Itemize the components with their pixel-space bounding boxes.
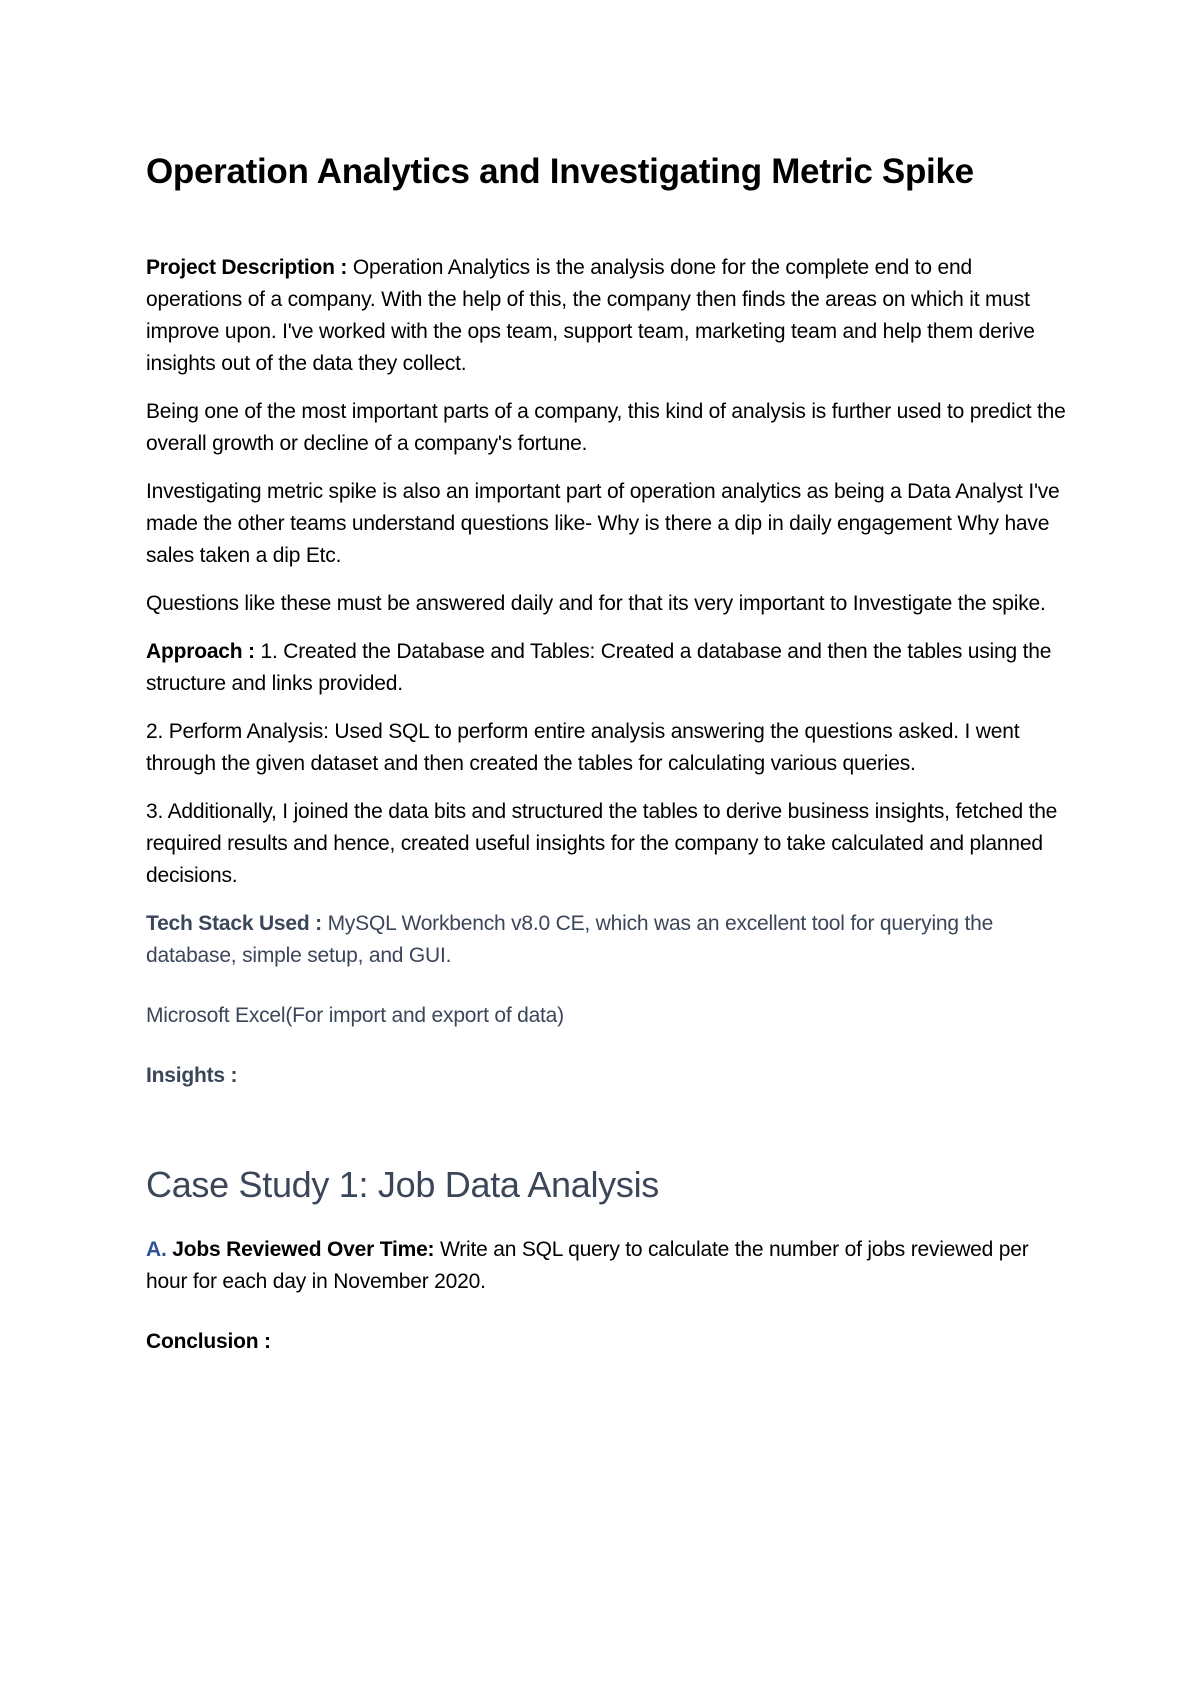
document-page [146,150,1066,1374]
case-study-item-prefix: A. [146,1238,173,1261]
approach-label: Approach : [146,640,261,663]
case-study-item-label: Jobs Reviewed Over Time: [172,1238,435,1261]
growth-paragraph: Being one of the most important parts of a company, this kind of analysis is further used to predict the overall growth or decline of a company's fortune. [146,400,1066,455]
project-description-label: Project Description : [146,256,353,279]
case-study-heading: Case Study 1: Job Data Analysis [146,1164,659,1205]
metric-spike-paragraph: Investigating metric spike is also an important part of operation analytics as being a Data Analyst I've made the other teams understand questions like- Why is there a dip in daily engagement Why have sales taken a dip Etc. [146,480,1060,567]
document-title: Operation Analytics and Investigating Metric Spike [146,152,974,191]
questions-paragraph: Questions like these must be answered daily and for that its very important to Investigate the spike. [146,592,1046,615]
tech-stack-paragraph [146,908,1066,972]
case-study-item-text: Write an SQL query to calculate the number of jobs reviewed per hour for each day in November 2020. [146,1238,1029,1293]
conclusion-label: Conclusion : [146,1330,271,1353]
case-study-item-a [146,1234,1066,1298]
approach-paragraph [146,636,1066,700]
excel-paragraph: Microsoft Excel(For import and export of data) [146,1004,564,1027]
approach-step-3: 3. Additionally, I joined the data bits and structured the tables to derive business insights, fetched the required results and hence, created useful insights for the company to take calculated and planned decisions. [146,800,1058,887]
insights-label: Insights : [146,1064,238,1087]
project-description-paragraph [146,252,1066,380]
tech-stack-label: Tech Stack Used : [146,912,328,935]
project-description-text: Operation Analytics is the analysis done for the complete end to end operations of a company. With the help of this, the company then finds the areas on which it must improve upon. I've worked with the ops team, support team, marketing team and help them derive insights out of the data they collect. [146,256,1035,375]
approach-step-1: 1. Created the Database and Tables: Created a database and then the tables using the structure and links provided. [146,640,1052,695]
tech-stack-text: MySQL Workbench v8.0 CE, which was an excellent tool for querying the database, simple setup, and GUI. [146,912,994,967]
approach-step-2: 2. Perform Analysis: Used SQL to perform entire analysis answering the questions asked. I went through the given dataset and then created the tables for calculating various queries. [146,720,1020,775]
